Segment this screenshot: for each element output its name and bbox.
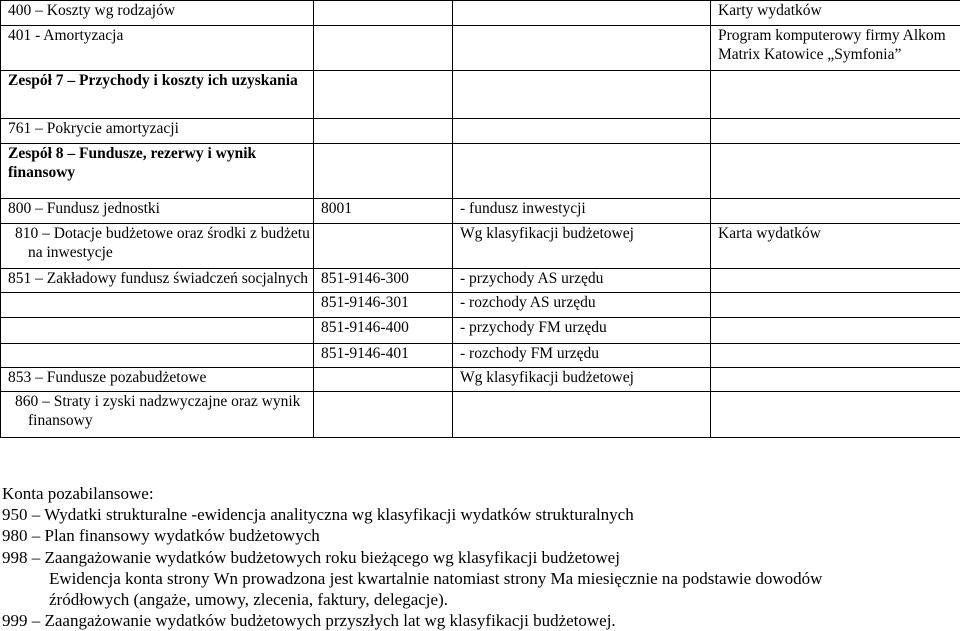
subaccount-desc: - przychody AS urzędu: [453, 269, 711, 293]
table-row: [1, 144, 960, 199]
account-761: 761 – Pokrycie amortyzacji: [1, 119, 314, 144]
subaccount-desc: - przychody FM urzędu: [453, 318, 711, 344]
table-row: [1, 224, 960, 269]
note-998-detail-2: źródłowych (angaże, umowy, zlecenia, faktury, delegacje).: [2, 589, 822, 610]
cell-empty: [711, 199, 960, 224]
cell-empty: [453, 392, 711, 438]
account-401: 401 - Amortyzacja: [1, 26, 314, 71]
table-row: [1, 318, 960, 344]
table-row: [1, 119, 960, 144]
classification-note: Wg klasyfikacji budżetowej: [453, 368, 711, 392]
account-851: 851 – Zakładowy fundusz świadczeń socjalnych: [1, 269, 314, 293]
cell-empty: [314, 71, 453, 119]
subaccount-code: 851-9146-301: [314, 293, 453, 318]
table-row: [1, 1, 960, 26]
cell-empty: [453, 26, 711, 71]
cell-empty: [314, 119, 453, 144]
classification-note: Wg klasyfikacji budżetowej: [453, 224, 711, 269]
off-balance-notes: [2, 483, 822, 631]
table-row: [1, 392, 960, 438]
cell-empty: [711, 71, 960, 119]
note-980: 980 – Plan finansowy wydatków budżetowych: [2, 525, 822, 546]
account-860-text: 860 – Straty i zyski nadzwyczajne oraz wynik finansowy: [8, 392, 313, 430]
cell-empty: [711, 344, 960, 368]
account-800: 800 – Fundusz jednostki: [1, 199, 314, 224]
cell-empty: [711, 293, 960, 318]
cell-empty: [711, 269, 960, 293]
card-label: Karta wydatków: [711, 224, 960, 269]
cell-empty: [1, 293, 314, 318]
account-810-text: 810 – Dotacje budżetowe oraz środki z budżetu na inwestycje: [8, 224, 313, 262]
cell-empty: [314, 144, 453, 199]
cell-empty: [314, 224, 453, 269]
subaccount-desc: - rozchody AS urzędu: [453, 293, 711, 318]
cell-empty: [711, 144, 960, 199]
table-row: [1, 344, 960, 368]
subaccount-desc: - fundusz inwestycji: [453, 199, 711, 224]
table-row: [1, 293, 960, 318]
account-853: 853 – Fundusze pozabudżetowe: [1, 368, 314, 392]
cell-empty: [314, 368, 453, 392]
subaccount-code: 8001: [314, 199, 453, 224]
cell-empty: [453, 144, 711, 199]
cell-empty: [453, 1, 711, 26]
notes-heading: Konta pozabilansowe:: [2, 483, 822, 504]
note-998-detail-1: Ewidencja konta strony Wn prowadzona jest kwartalnie natomiast strony Ma miesięcznie na podstawie dowodów: [2, 568, 822, 589]
cell-empty: [1, 318, 314, 344]
cell-empty: [453, 71, 711, 119]
note-950: 950 – Wydatki strukturalne -ewidencja analityczna wg klasyfikacji wydatków strukturalnych: [2, 504, 822, 525]
cell-empty: [711, 119, 960, 144]
subaccount-code: 851-9146-401: [314, 344, 453, 368]
cell-empty: [314, 392, 453, 438]
table-row: [1, 199, 960, 224]
software-note: Program komputerowy firmy Alkom Matrix Katowice „Symfonia”: [711, 26, 960, 71]
group-8-heading: Zespół 8 – Fundusze, rezerwy i wynik finansowy: [1, 144, 314, 199]
cell-empty: [314, 1, 453, 26]
cell-empty: [711, 318, 960, 344]
table-row: [1, 26, 960, 71]
card-label: Karty wydatków: [711, 1, 960, 26]
group-7-heading: Zespół 7 – Przychody i koszty ich uzyskania: [1, 71, 314, 119]
subaccount-code: 851-9146-300: [314, 269, 453, 293]
note-999: 999 – Zaangażowanie wydatków budżetowych przyszłych lat wg klasyfikacji budżetowej.: [2, 610, 822, 631]
note-998: 998 – Zaangażowanie wydatków budżetowych roku bieżącego wg klasyfikacji budżetowej: [2, 547, 822, 568]
account-810: [1, 224, 314, 269]
cell-empty: [711, 368, 960, 392]
table-row: [1, 269, 960, 293]
subaccount-desc: - rozchody FM urzędu: [453, 344, 711, 368]
subaccount-code: 851-9146-400: [314, 318, 453, 344]
cell-empty: [711, 392, 960, 438]
account-860: [1, 392, 314, 438]
cell-empty: [453, 119, 711, 144]
cell-empty: [314, 26, 453, 71]
cell-empty: [1, 344, 314, 368]
table-row: [1, 71, 960, 119]
account-400: 400 – Koszty wg rodzajów: [1, 1, 314, 26]
table-row: [1, 368, 960, 392]
